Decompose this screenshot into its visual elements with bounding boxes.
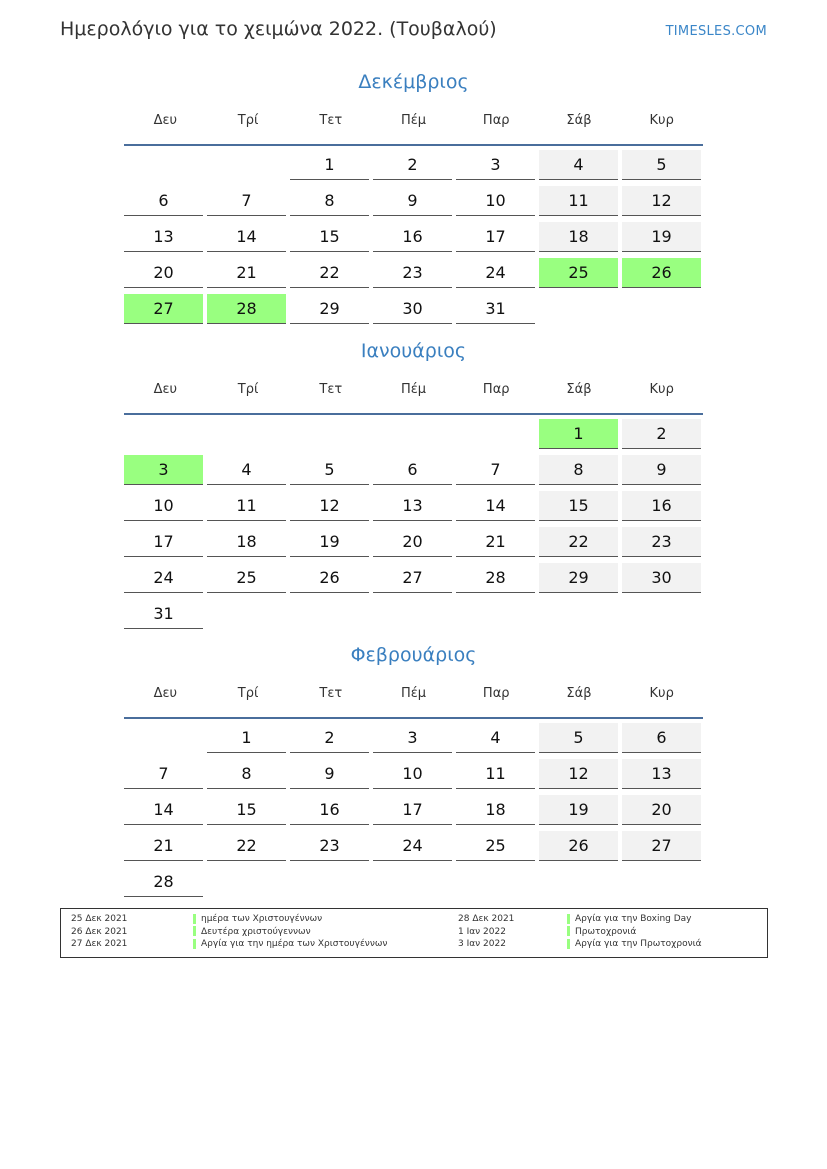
weekday-label: Τετ [319,112,343,128]
day-cell: 27 [622,831,701,861]
day-cell: 22 [539,527,618,557]
brand-logo[interactable]: TIMESLES.COM [665,24,767,39]
day-cell: 2 [290,723,369,753]
legend-holiday [193,926,387,939]
day-cell: 24 [456,258,535,288]
weekday-label: Τετ [319,685,343,701]
day-grid [124,419,703,635]
day-cell: 28 [456,563,535,593]
holiday-marker [567,914,570,924]
header-divider [124,413,703,415]
day-cell: 29 [539,563,618,593]
day-cell: 15 [207,795,286,825]
day-cell: 24 [124,563,203,593]
weekday-label: Κυρ [649,112,674,128]
weekday-label: Δευ [153,112,178,128]
legend-holiday-name: Αργία για την Πρωτοχρονιά [575,939,702,949]
legend-holiday [193,913,387,926]
legend-date: 28 Δεκ 2021 [458,914,515,924]
weekday-label: Κυρ [649,381,674,397]
day-cell: 20 [373,527,452,557]
weekday-label: Τρί [237,112,259,128]
legend-holiday [567,913,702,926]
day-cell: 14 [207,222,286,252]
day-cell: 1 [290,150,369,180]
day-cell: 24 [373,831,452,861]
day-cell: 19 [622,222,701,252]
day-cell: 18 [539,222,618,252]
day-cell: 5 [290,455,369,485]
day-cell: 7 [124,759,203,789]
month-calendar [124,68,703,330]
holiday-marker [567,926,570,936]
weekday-label: Τετ [319,381,343,397]
day-cell: 16 [373,222,452,252]
day-cell: 13 [124,222,203,252]
weekday-header [124,375,703,403]
day-cell: 13 [622,759,701,789]
legend-names-left [193,913,387,951]
weekday-label: Δευ [153,381,178,397]
header-divider [124,144,703,146]
day-cell: 28 [124,867,203,897]
day-cell: 14 [124,795,203,825]
day-grid [124,723,703,903]
day-cell: 4 [539,150,618,180]
day-cell: 23 [290,831,369,861]
day-cell: 30 [373,294,452,324]
holiday-day-cell: 26 [622,258,701,288]
weekday-label: Παρ [482,112,510,128]
day-cell: 6 [124,186,203,216]
day-cell: 12 [290,491,369,521]
day-cell: 21 [207,258,286,288]
day-cell: 6 [373,455,452,485]
weekday-header [124,679,703,707]
legend-holiday-name: Δευτέρα χριστούγεννων [201,926,311,937]
day-cell: 10 [373,759,452,789]
day-cell: 30 [622,563,701,593]
day-cell: 8 [290,186,369,216]
day-cell: 25 [456,831,535,861]
day-cell: 31 [456,294,535,324]
day-cell: 12 [622,186,701,216]
legend-dates-right [458,913,558,951]
day-cell: 23 [622,527,701,557]
month-title: Ιανουάριος [360,340,467,362]
day-cell: 26 [290,563,369,593]
month-title: Φεβρουάριος [350,644,477,666]
weekday-header [124,106,703,134]
legend-date: 27 Δεκ 2021 [71,939,128,949]
weekday-label: Τρί [237,685,259,701]
day-cell: 10 [456,186,535,216]
weekday-label: Κυρ [649,685,674,701]
holiday-legend [60,908,768,958]
holiday-day-cell: 3 [124,455,203,485]
day-cell: 1 [207,723,286,753]
day-cell: 18 [456,795,535,825]
day-cell: 4 [207,455,286,485]
holiday-marker [193,914,196,924]
weekday-label: Τρί [237,381,259,397]
header-divider [124,717,703,719]
day-cell: 17 [124,527,203,557]
holiday-day-cell: 27 [124,294,203,324]
day-cell: 20 [124,258,203,288]
legend-dates-left [71,913,191,951]
weekday-label: Σάβ [566,112,592,128]
legend-holiday [567,926,702,939]
legend-names-right [567,913,702,951]
day-cell: 7 [456,455,535,485]
day-cell: 3 [456,150,535,180]
weekday-label: Παρ [482,381,510,397]
month-calendar [124,337,703,635]
holiday-day-cell: 25 [539,258,618,288]
holiday-marker [567,939,570,949]
holiday-day-cell: 28 [207,294,286,324]
legend-date: 3 Ιαν 2022 [458,939,506,949]
day-cell: 31 [124,599,203,629]
day-cell: 27 [373,563,452,593]
weekday-label: Δευ [153,685,178,701]
day-cell: 15 [290,222,369,252]
day-cell: 6 [622,723,701,753]
day-cell: 5 [622,150,701,180]
day-cell: 9 [290,759,369,789]
legend-holiday [193,938,387,951]
day-cell: 19 [290,527,369,557]
day-cell: 25 [207,563,286,593]
day-cell: 26 [539,831,618,861]
day-cell: 11 [456,759,535,789]
day-cell: 18 [207,527,286,557]
day-cell: 2 [622,419,701,449]
day-cell: 8 [539,455,618,485]
legend-holiday-name: Πρωτοχρονιά [575,926,637,937]
day-cell: 7 [207,186,286,216]
day-cell: 8 [207,759,286,789]
month-title: Δεκέμβριος [358,71,469,93]
legend-holiday-name: Αργία για την ημέρα των Χριστουγέννων [201,939,388,949]
day-cell: 15 [539,491,618,521]
legend-holiday-name: ημέρα των Χριστουγέννων [201,914,323,924]
day-cell: 16 [290,795,369,825]
day-cell: 21 [456,527,535,557]
day-cell: 16 [622,491,701,521]
weekday-label: Πέμ [400,112,427,128]
day-cell: 14 [456,491,535,521]
weekday-label: Σάβ [566,381,592,397]
day-cell: 9 [622,455,701,485]
day-cell: 2 [373,150,452,180]
day-cell: 4 [456,723,535,753]
day-cell: 11 [207,491,286,521]
holiday-day-cell: 1 [539,419,618,449]
weekday-label: Παρ [482,685,510,701]
day-cell: 10 [124,491,203,521]
day-cell: 22 [290,258,369,288]
day-cell: 17 [373,795,452,825]
day-cell: 11 [539,186,618,216]
legend-date: 25 Δεκ 2021 [71,914,128,924]
weekday-label: Πέμ [400,685,427,701]
month-calendar [124,641,703,903]
day-cell: 22 [207,831,286,861]
day-cell: 13 [373,491,452,521]
day-cell: 12 [539,759,618,789]
day-cell: 17 [456,222,535,252]
day-grid [124,150,703,330]
legend-date: 26 Δεκ 2021 [71,926,128,937]
day-cell: 3 [373,723,452,753]
day-cell: 19 [539,795,618,825]
day-cell: 20 [622,795,701,825]
legend-date: 1 Ιαν 2022 [458,926,506,937]
page-title: Ημερολόγιο για το χειμώνα 2022. (Τουβαλού) [60,18,497,40]
holiday-marker [193,939,196,949]
day-cell: 23 [373,258,452,288]
day-cell: 29 [290,294,369,324]
legend-holiday-name: Αργία για την Boxing Day [575,914,692,924]
legend-holiday [567,938,702,951]
weekday-label: Σάβ [566,685,592,701]
day-cell: 9 [373,186,452,216]
holiday-marker [193,926,196,936]
day-cell: 21 [124,831,203,861]
weekday-label: Πέμ [400,381,427,397]
day-cell: 5 [539,723,618,753]
